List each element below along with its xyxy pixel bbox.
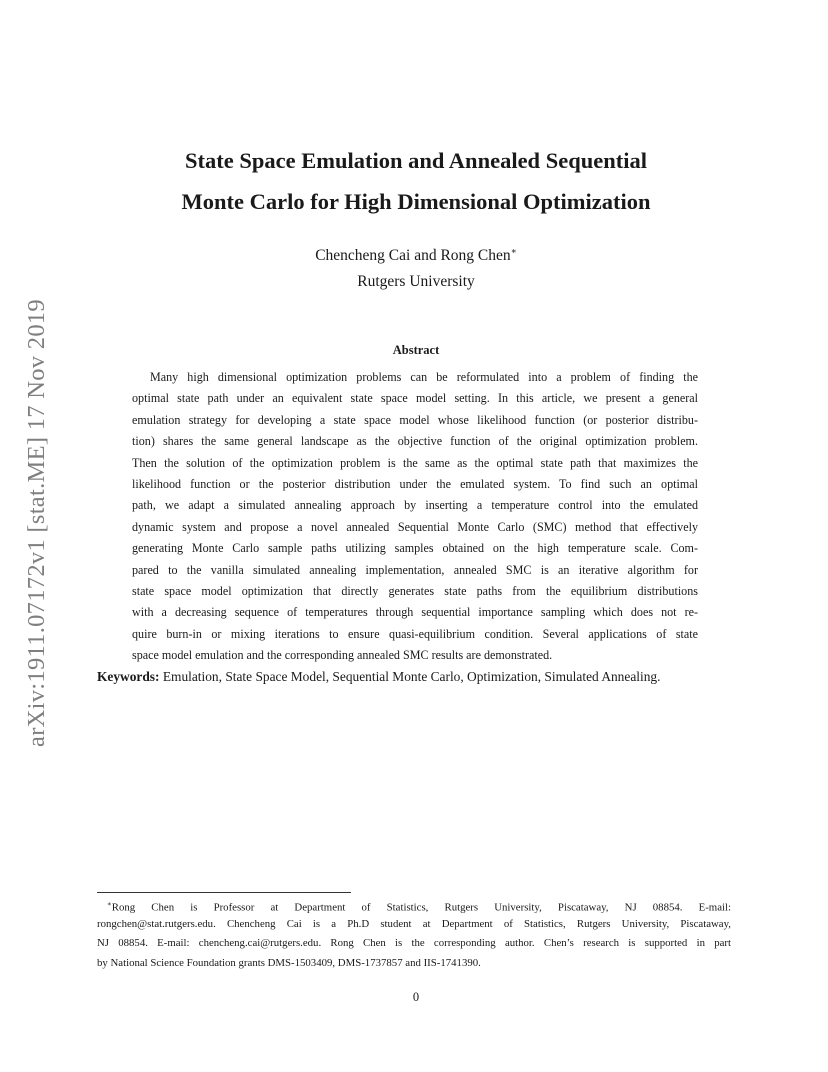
title-line-2: Monte Carlo for High Dimensional Optimization [181, 189, 651, 214]
author-footnote-mark: ∗ [510, 246, 517, 256]
footnote-line: by National Science Foundation grants DMS-1503409, DMS-1737857 and IIS-1741390. [97, 956, 481, 969]
abstract-line: Many high dimensional optimization problems can be reformulated into a problem of finding the [150, 370, 698, 384]
footnote-line: rongchen@stat.rutgers.edu. Chencheng Cai is a Ph.D student at Department of Statistics, Rutgers University, Piscataway, [97, 917, 731, 930]
author-names-line [96, 238, 736, 269]
abstract-line: dynamic system and propose a novel annealed Sequential Monte Carlo (SMC) method that effectively [132, 519, 698, 534]
author-names: Chencheng Cai and Rong Chen [315, 247, 511, 265]
author-affiliation: Rutgers University [357, 273, 475, 291]
keywords-text: Emulation, State Space Model, Sequential Monte Carlo, Optimization, Simulated Annealing. [162, 669, 661, 684]
abstract-line: state space model optimization that directly generates state paths from the equilibrium distributions [132, 583, 698, 598]
abstract-line: likelihood function or the posterior distribution under the emulated system. To find such an optimal [132, 476, 698, 491]
footnote [97, 895, 731, 973]
abstract-heading: Abstract [392, 343, 440, 357]
keywords-label: Keywords: [97, 669, 160, 684]
abstract-line: space model emulation and the corresponding annealed SMC results are demonstrated. [132, 648, 553, 663]
abstract-line: quire burn-in or mixing iterations to ensure quasi-equilibrium condition. Several applications of state [132, 626, 698, 641]
page-number: 0 [412, 990, 420, 1004]
footnote-divider [97, 892, 351, 893]
footnote-line: NJ 08854. E-mail: chencheng.cai@rutgers.edu. Rong Chen is the corresponding author. Chen’s research is supported in part [97, 937, 731, 949]
abstract-line: tion) shares the same general landscape as the objective function of the original optimization problem. [132, 434, 698, 449]
abstract-line: pared to the vanilla simulated annealing implementation, annealed SMC is an iterative algorithm for [132, 562, 698, 577]
footnote-line [97, 895, 731, 915]
abstract-line: with a decreasing sequence of temperatures through sequential importance sampling which does not re- [132, 605, 698, 620]
abstract-line: Then the solution of the optimization problem is the same as the optimal state path that maximizes the [132, 455, 698, 470]
title-line-1: State Space Emulation and Annealed Sequential [185, 148, 647, 173]
abstract-line: emulation strategy for developing a state space model whose likelihood function (or posterior distribu- [132, 412, 698, 427]
footnote-line-text: Rong Chen is Professor at Department of Statistics, Rutgers University, Piscataway, NJ 08854. E-mail: [111, 901, 731, 914]
abstract-line: path, we adapt a simulated annealing approach by inserting a temperature control into the emulated [132, 498, 698, 513]
abstract-line: optimal state path under an equivalent state space model setting. In this article, we present a general [132, 391, 698, 406]
abstract-body [132, 367, 698, 666]
author-block [96, 238, 736, 295]
arxiv-identifier-stamp: arXiv:1911.07172v1 [stat.ME] 17 Nov 2019 [23, 299, 50, 747]
paper-title [96, 140, 736, 222]
keywords-line [97, 666, 737, 688]
abstract-line: generating Monte Carlo sample paths utilizing samples obtained on the high temperature scale. Com- [132, 541, 698, 556]
footnote-mark: ∗ [107, 900, 112, 908]
